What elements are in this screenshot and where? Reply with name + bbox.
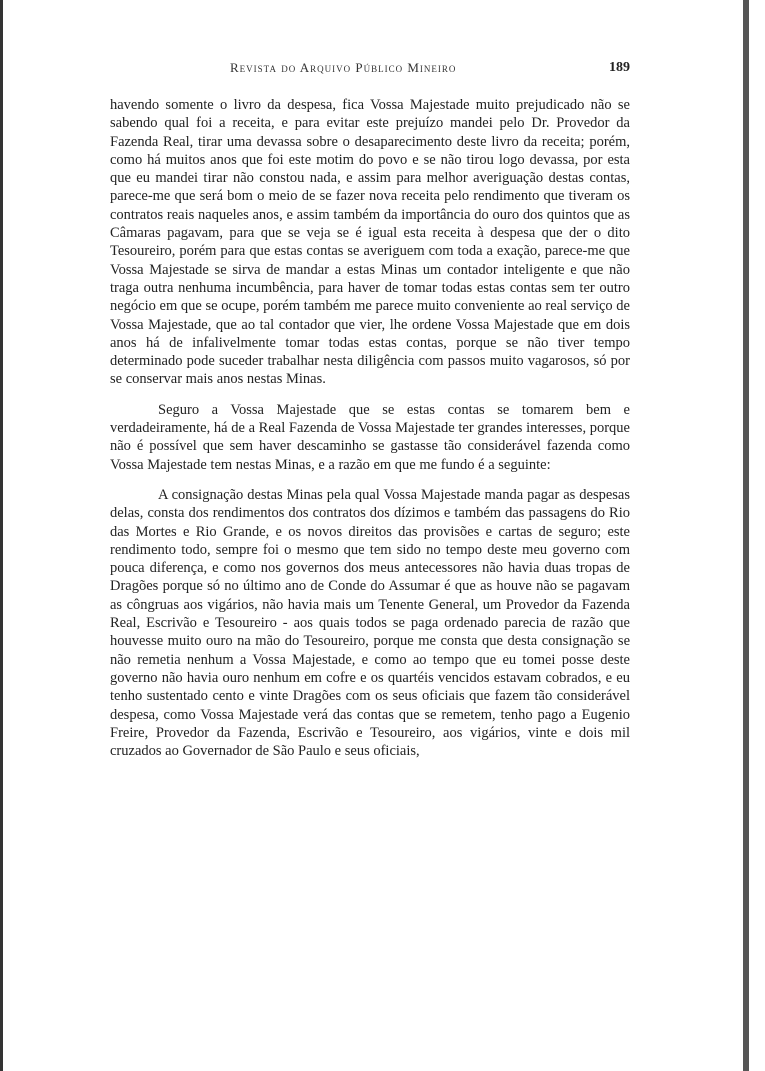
- body-text: [110, 96, 630, 760]
- paragraph-3: A consignação destas Minas pela qual Vossa Majestade manda pagar as despesas delas, consta dos rendimentos dos contratos dos dízimos e também das passagens do Rio das Mortes e Rio Grande, e os novos direitos das provisões e cartas de seguro; este rendimento todo, sempre foi o mesmo que tem sido no tempo deste meu governo com pouca diferença, e como nos governos dos meus antecessores não havia duas tropas de Dragões porque só no último ano de Conde do Assumar é que as houve não se pagavam as côngruas aos vigários, não havia mais um Tenente General, um Provedor da Fazenda Real, Escrivão e Tesoureiro - aos quais todos se paga ordenado parecia de razão que houvesse muito ouro na mão do Tesoureiro, porque me consta que desta consignação se não remetia nenhum a Vossa Majestade, e como ao tempo que eu tomei posse deste governo não havia ouro nenhum em cofre e os quartéis vencidos estavam cobrados, e eu tenho sustentado cento e vinte Dragões com os seus oficiais que fazem tão considerável despesa, como Vossa Majestade verá das contas que se remetem, tenho pago a Eugenio Freire, Provedor da Fazenda, Escrivão e Tesoureiro, aos vigários, vinte e dois mil cruzados ao Governador de São Paulo e seus oficiais,: [110, 486, 630, 760]
- page-number: 189: [609, 60, 630, 75]
- paragraph-2: Seguro a Vossa Majestade que se estas contas se tomarem bem e verdadeiramente, há de a Real Fazenda de Vossa Majestade ter grandes interesses, porque não é possível que sem haver descaminho se gastasse tão considerável fazenda como Vossa Majestade tem nestas Minas, e a razão em que me fundo é a seguinte:: [110, 401, 630, 473]
- page-left-edge: [0, 0, 3, 1071]
- page-binding-edge: [743, 0, 749, 1071]
- page-header: [110, 60, 630, 84]
- running-head: Revista do Arquivo Público Mineiro: [230, 60, 457, 75]
- paragraph-1: havendo somente o livro da despesa, fica Vossa Majestade muito prejudicado não se sabendo qual foi a receita, e para evitar este prejuízo mandei pelo Dr. Provedor da Fazenda Real, tirar uma devassa sobre o desaparecimento deste livro da receita; porém, como há muitos anos que foi este motim do povo e se não tirou logo devassa, por esta que eu mandei tirar não constou nada, e assim para melhor averiguação destas contas, parece-me que será bom o meio de se fazer nova receita pelo rendimento que tiveram os contratos reais naqueles anos, e assim também da importância do ouro dos quintos que as Câmaras pagavam, para que se veja se é igual esta receita à despesa que der o dito Tesoureiro, porém para que estas contas se averiguem com toda a exação, parece-me que Vossa Majestade se sirva de mandar a estas Minas um contador inteligente e que não traga outra nenhuma incumbência, para haver de tomar todas estas contas sem ter outro negócio em que se ocupe, porém também me parece muito conveniente ao real serviço de Vossa Majestade, que ao tal contador que vier, lhe ordene Vossa Majestade que em dois anos há de infalivelmente tomar todas estas contas, porque se não tiver tempo determinado pode suceder trabalhar nesta diligência com passos muito vagarosos, só por se conservar mais anos nestas Minas.: [110, 97, 630, 388]
